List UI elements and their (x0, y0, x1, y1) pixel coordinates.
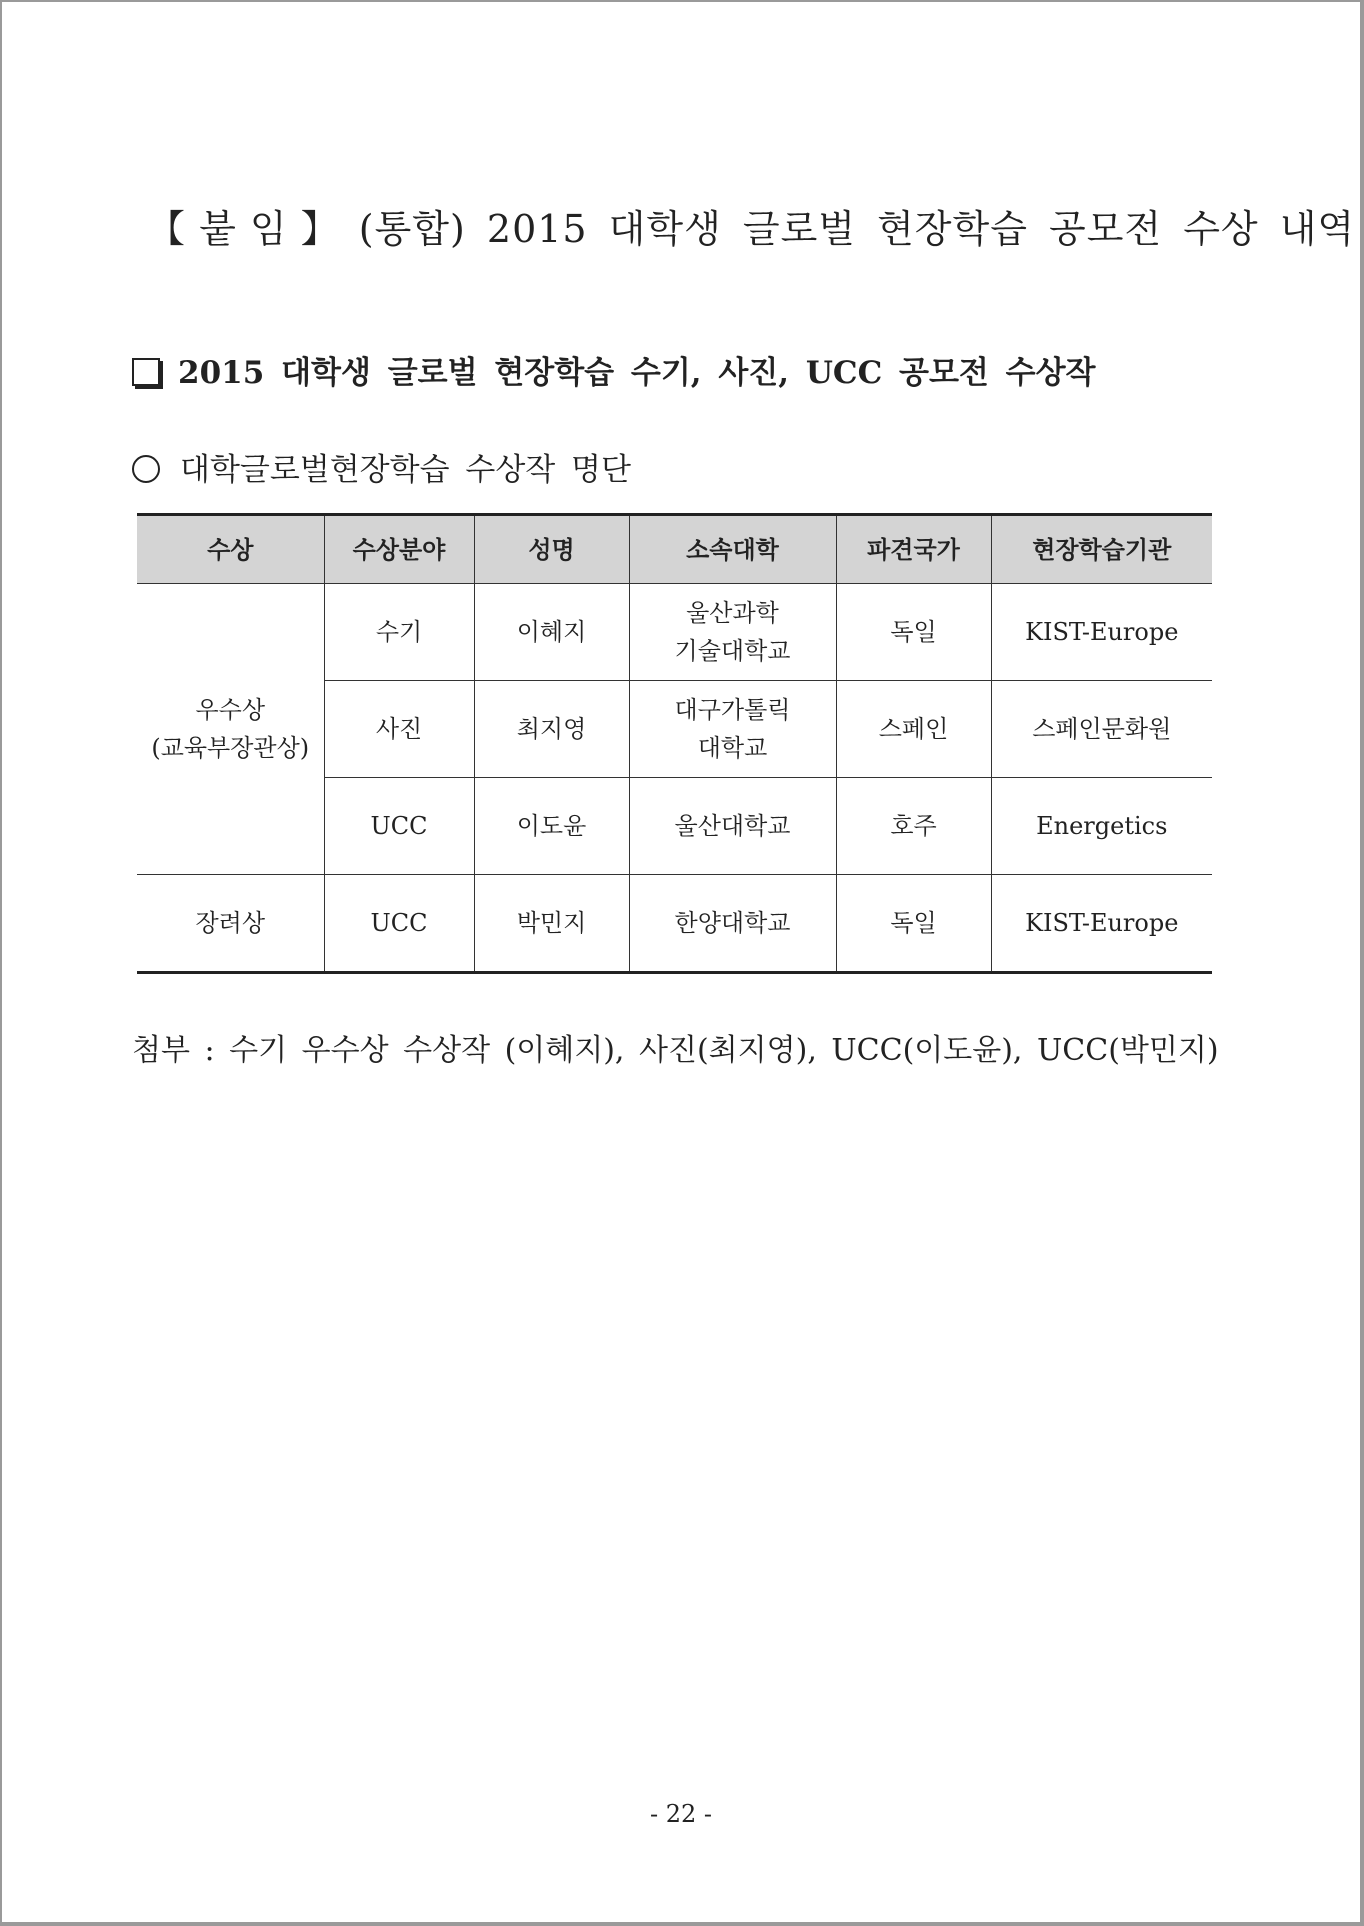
university-cell: 울산대학교 (629, 778, 836, 875)
table-row (137, 875, 1212, 973)
country-cell: 독일 (836, 875, 991, 973)
name-cell: 이혜지 (474, 584, 629, 681)
name-cell: 이도윤 (474, 778, 629, 875)
name-cell: 최지영 (474, 681, 629, 778)
attachment-label: 【 붙 임 】 (147, 207, 340, 251)
award-cell (137, 584, 324, 875)
country-cell: 스페인 (836, 681, 991, 778)
field-cell: UCC (324, 778, 474, 875)
country-cell: 호주 (836, 778, 991, 875)
title-text: (통합) 2015 대학생 글로벌 현장학습 공모전 수상 내역 (358, 207, 1356, 251)
column-header-name: 성명 (474, 515, 629, 584)
university-cell: 울산과학 기술대학교 (629, 584, 836, 681)
institution-cell: KIST-Europe (991, 875, 1212, 973)
table-row (137, 584, 1212, 681)
section-heading (132, 347, 1096, 392)
award-label: 우수상 (교육부장관상) (151, 696, 310, 762)
section-heading-text: 2015 대학생 글로벌 현장학습 수기, 사진, UCC 공모전 수상작 (178, 355, 1096, 391)
column-header-country: 파견국가 (836, 515, 991, 584)
checkbox-bullet-icon (132, 358, 160, 386)
field-cell: 수기 (324, 584, 474, 681)
column-header-field: 수상분야 (324, 515, 474, 584)
sub-heading (132, 444, 631, 489)
page-number: - 22 - (649, 1800, 712, 1828)
table-header-row (137, 515, 1212, 584)
column-header-university: 소속대학 (629, 515, 836, 584)
document-title (147, 198, 1355, 253)
country-cell: 독일 (836, 584, 991, 681)
field-cell: UCC (324, 875, 474, 973)
attachment-note: 첨부 : 수기 우수상 수상작 (이혜지), 사진(최지영), UCC(이도윤), UCC(박민지) (132, 1033, 1219, 1068)
institution-cell: KIST-Europe (991, 584, 1212, 681)
university-cell: 한양대학교 (629, 875, 836, 973)
field-cell: 사진 (324, 681, 474, 778)
sub-heading-text: 대학글로벌현장학습 수상작 명단 (180, 452, 631, 488)
award-cell: 장려상 (137, 875, 324, 973)
university-cell: 대구가톨릭 대학교 (629, 681, 836, 778)
column-header-award: 수상 (137, 515, 324, 584)
circle-bullet-icon (132, 455, 160, 483)
column-header-institution: 현장학습기관 (991, 515, 1212, 584)
institution-cell: 스페인문화원 (991, 681, 1212, 778)
awards-table (137, 513, 1212, 974)
name-cell: 박민지 (474, 875, 629, 973)
institution-cell: Energetics (991, 778, 1212, 875)
